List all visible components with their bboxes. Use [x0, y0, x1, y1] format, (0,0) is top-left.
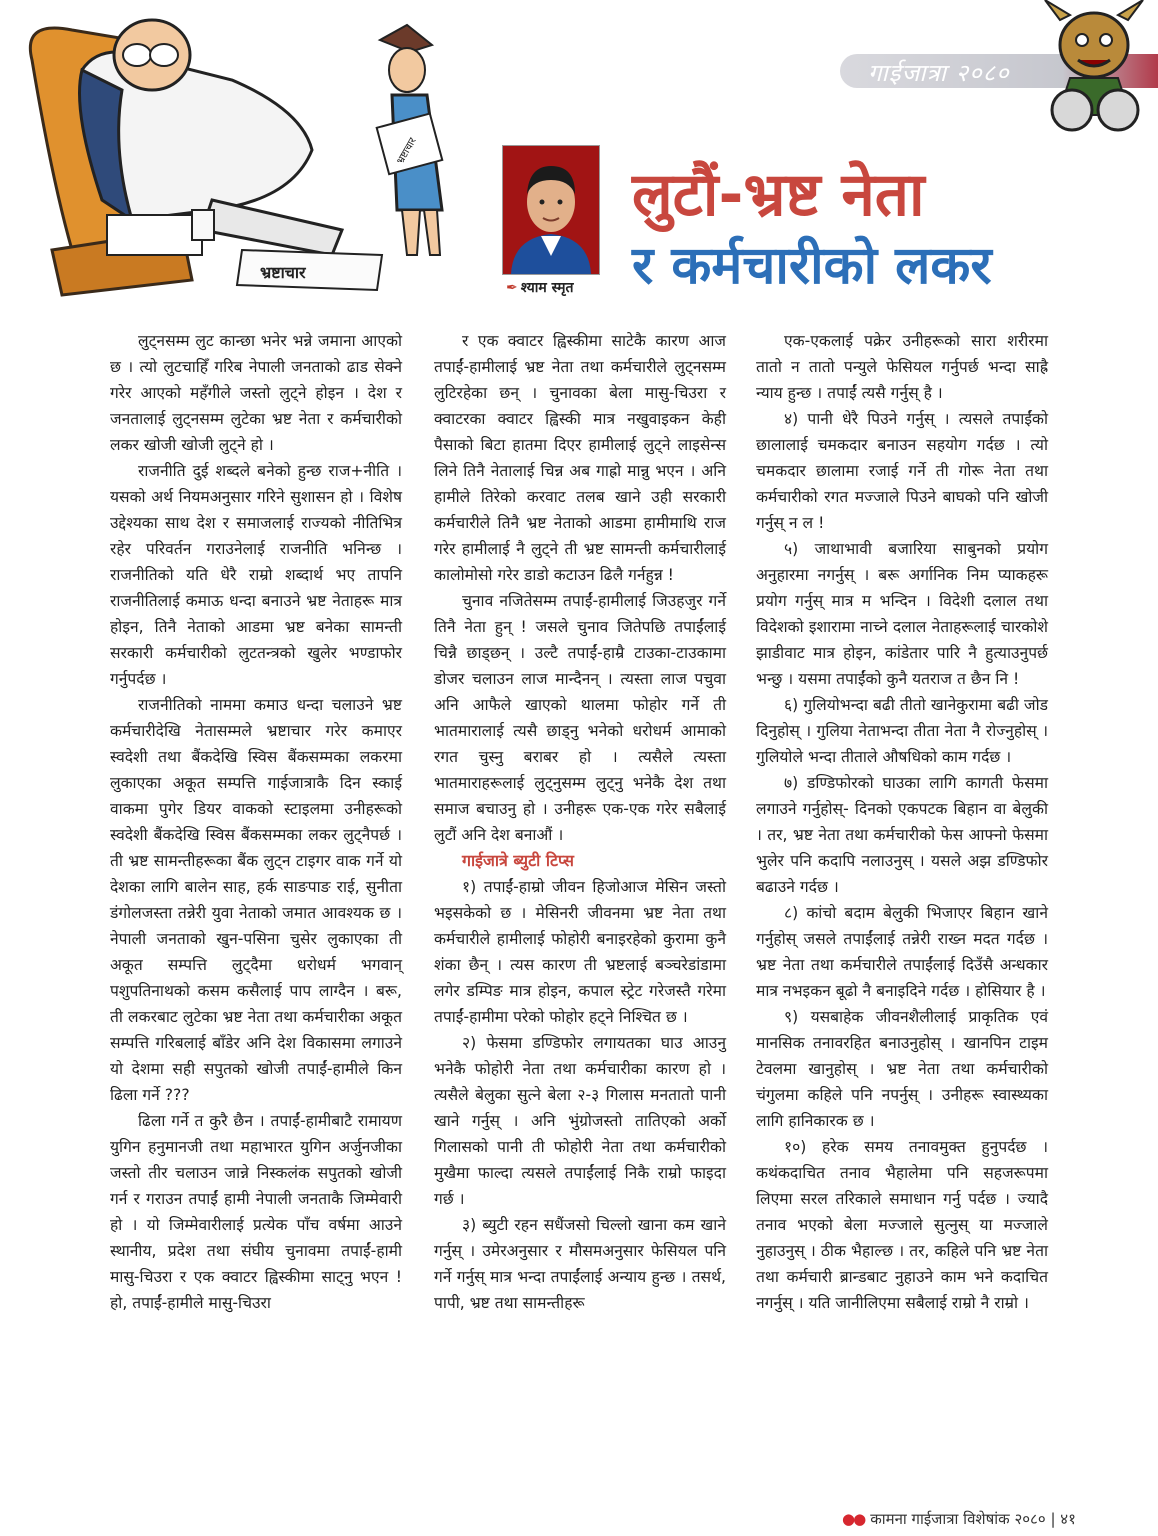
publication-name: कामना गाईजात्रा विशेषांक २०८० [870, 1510, 1046, 1528]
paragraph: एक-एकलाई पक्रेर उनीहरूको सारा शरीरमा तातो न तातो पन्युले फेसियल गर्नुपर्छ भन्दा साह्रै न्याय हुन्छ । तपाईं त्यसै गर्नुस् है । [756, 332, 1048, 402]
tip-item: १) तपाईं-हाम्रो जीवन हिजोआज मेसिन जस्तो भइसकेको छ । मेसिनरी जीवनमा भ्रष्ट नेता तथा कर्मचारीले हामीलाई फोहोरी बनाइरहेको कुरामा कुनै शंका छैन् । त्यस कारण ती भ्रष्टलाई बञ्चरेडांडामा लगेर डम्पिङ मात्र होइन, कपाल स्ट्रेट गरेजस्तै गरेमा तपाईं-हामीमा परेको फोहोर हट्ने निश्चित छ । [434, 878, 726, 1026]
paragraph: र एक क्वाटर ह्विस्कीमा साटेकै कारण आज तपाईं-हामीलाई भ्रष्ट नेता तथा कर्मचारीले लुट्नसम्म लुटिरहेका छन् । चुनावका बेला मासु-चिउरा र क्वाटरका क्वाटर ह्विस्की मात्र नखुवाइकन केही पैसाको बिटा हातमा दिएर हामीलाई लुट्ने लाइसेन्स लिने तिनै नेतालाई चिन्न अब गाह्रो मान्नु भएन । अनि हामीले तिरेको करवाट तलब खाने उही सरकारी कर्मचारीले तिनै भ्रष्ट नेताको आडमा हामीमाथि राज गरेर हामीलाई नै लुट्ने ती भ्रष्ट सामन्ती कर्मचारीलाई कालोमोसो गरेर डाडो कटाउन ढिलै गर्नहुन्न ! [434, 332, 726, 584]
tip-item: २) फेसमा डण्डिफोर लगायतका घाउ आउनु भनेकै फोहोरी नेता तथा कर्मचारीका कारण हो । त्यसैले बेलुका सुत्ने बेला २-३ गिलास मनतातो पानी खाने गर्नुस् । अनि भुंग्रोजस्तो तातिएको अर्को गिलासको पानी ती फोहोरी नेता तथा कर्मचारीको मुखैमा फाल्दा त्यसले तपाईंलाई निकै राम्रो फाइदा गर्छ । [434, 1034, 726, 1208]
author-portrait-image [503, 146, 599, 274]
author-byline [506, 278, 573, 297]
tip-item: ४) पानी धेरै पिउने गर्नुस् । त्यसले तपाईंको छालालाई चमकदार बनाउन सहयोग गर्दछ । त्यो चमकदार छालामा रजाई गर्ने ती गोरू नेता तथा कर्मचारीको रगत मज्जाले पिउने बाघको पनि खोजी गर्नुस् न ल ! [756, 410, 1048, 532]
tip-item: ९) यसबाहेक जीवनशैलीलाई प्राकृतिक एवं मानसिक तनावरहित बनाउनुहोस् । खानपिन टाइम टेवलमा खानुहोस् । भ्रष्ट नेता तथा कर्मचारीको चंगुलमा कहिले पनि नपर्नुस् । उनीहरू स्वास्थ्यका लागि हानिकारक छ । [756, 1008, 1048, 1130]
paragraph: चुनाव नजितेसम्म तपाईं-हामीलाई जिउहजुर गर्ने तिनै नेता हुन् ! जसले चुनाव जितेपछि तपाईंलाई चिन्नै छाड्छन् । उल्टै तपाईं-हाम्रै टाउका-टाउकामा डोजर चलाउन लाज मान्दैनन् । त्यस्ता लाज पचुवा अनि आफैले खाएको थालमा फोहोर गर्ने ती भातमारालाई त्यसै छाड्नु भनेको धरोधर्म आमाको रगत चुस्नु बराबर हो । त्यसैले त्यस्ता भातमाराहरूलाई लुट्नुसम्म लुट्नु भनेकै देश तथा समाज बचाउनु हो । उनीहरू एक-एक गरेर सबैलाई लुटौं अनि देश बनाऔं । [434, 592, 726, 844]
paragraph: राजनीति दुई शब्दले बनेको हुन्छ राज+नीति । यसको अर्थ नियमअनुसार गरिने सुशासन हो । विशेष उद्देश्यका साथ देश र समाजलाई राज्यको नीतिभित्र रहेर परिवर्तन गराउनेलाई राजनीति भनिन्छ । राजनीतिको यति धेरै राम्रो शब्दार्थ भए तापनि राजनीतिलाई कमाऊ धन्दा बनाउने भ्रष्ट नेताहरू मात्र होइन, तिनै नेताको आडमा भ्रष्ट बनेका सामन्ती सरकारी कर्मचारीको लुटतन्त्रको खुलेर भण्डाफोर गर्नुपर्दछ । [110, 462, 402, 688]
tip-item: ८) कांचो बदाम बेलुकी भिजाएर बिहान खाने गर्नुहोस् जसले तपाईंलाई तन्नेरी राख्न मदत गर्दछ । भ्रष्ट नेता तथा कर्मचारीले तपाईंलाई दिउँसै अन्धकार मात्र नभइकन बूढो नै बनाइदिने गर्दछ । होसियार है । [756, 904, 1048, 1000]
illustration-sign-text: भ्रष्टाचार [395, 136, 419, 167]
page-number: ४१ [1060, 1510, 1076, 1528]
footer-separator: | [1050, 1510, 1056, 1528]
author-name: श्याम स्मृत [520, 280, 574, 296]
tip-item: ५) जाथाभावी बजारिया साबुनको प्रयोग अनुहारमा नगर्नुस् । बरू अर्गानिक निम प्याकहरू प्रयोग गर्नुस् मात्र म भन्दिन । विदेशी दलाल तथा विदेशको इशारामा नाच्ने दलाल नेताहरूलाई चारकोशे झाडीवाट मात्र होइन, कांडेतार पारि नै हुत्याउनुपर्छ भन्छु । यसमा तपाईंको कुनै यतराज त छैन नि ! [756, 540, 1048, 688]
article-column-2 [434, 328, 726, 1316]
article-title-line2: र कर्मचारीको लकर [632, 236, 992, 296]
demon-mascot-illustration [1030, 0, 1158, 135]
beauty-tips-heading: गाईजात्रे ब्युटी टिप्स [462, 851, 574, 870]
tip-item: ६) गुलियोभन्दा बढी तीतो खानेकुरामा बढी जोड दिनुहोस् । गुलिया नेताभन्दा तीता नेता नै रोज्नुहोस् । गुलियोले भन्दा तीताले औषधिको काम गर्दछ । [756, 696, 1048, 766]
illustration-paper-text: भ्रष्टाचार [260, 263, 306, 282]
bullet-dots-icon: ●● [842, 1510, 865, 1528]
cartoon-illustration [12, 0, 482, 300]
pen-icon: ✒ [506, 280, 518, 296]
author-photo [502, 145, 600, 275]
article-column-1 [110, 328, 402, 1316]
series-label: गाईजात्रा २०८० [868, 59, 1010, 87]
tip-item: ३) ब्युटी रहन सधैंजसो चिल्लो खाना कम खाने गर्नुस् । उमेरअनुसार र मौसमअनुसार फेसियल पनि गर्ने गर्नुस् मात्र भन्दा तपाईंलाई अन्याय हुन्छ । तसर्थ, पापी, भ्रष्ट तथा सामन्तीहरू [434, 1216, 726, 1312]
tip-item: १०) हरेक समय तनावमुक्त हुनुपर्दछ । कथंकदाचित तनाव भैहालेमा पनि सहजरूपमा लिएमा सरल तरिकाले समाधान गर्नु पर्दछ । ज्यादै तनाव भएको बेला मज्जाले सुत्नुस् या मज्जाले नुहाउनुस् । ठीक भैहाल्छ । तर, कहिले पनि भ्रष्ट नेता तथा कर्मचारी ब्रान्डबाट नुहाउने काम भने कदाचित नगर्नुस् । यति जानीलिएमा सबैलाई राम्रो नै राम्रो । [756, 1138, 1048, 1312]
article-column-3 [756, 328, 1048, 1316]
paragraph: ढिला गर्ने त कुरै छैन । तपाईं-हामीबाटै रामायण युगिन हनुमानजी तथा महाभारत युगिन अर्जुनजीका जस्तो तीर चलाउन जान्ने निस्कलंक सपुतको खोजी गर्न र गराउन तपाईं हामी नेपाली जनताकै जिम्मेवारी हो । यो जिम्मेवारीलाई प्रत्येक पाँच वर्षमा आउने स्थानीय, प्रदेश तथा संघीय चुनावमा तपाईं-हामी मासु-चिउरा र एक क्वाटर ह्विस्कीमा साट्नु भएन ! हो, तपाईं-हामीले मासु-चिउरा [110, 1112, 402, 1312]
article-title-line1: लुटौं-भ्रष्ट नेता [632, 160, 925, 230]
paragraph: राजनीतिको नाममा कमाउ धन्दा चलाउने भ्रष्ट कर्मचारीदेखि नेतासम्मले भ्रष्टाचार गरेर कमाएर स्वदेशी तथा बैंकदेखि स्विस बैंकसम्मका लकरमा लुकाएका अकूत सम्पत्ति गाईजात्राकै दिन स्काई वाकमा पुगेर डियर वाकको स्टाइलमा उनीहरूको स्वदेशी बैंकदेखि स्विस बैंकसम्मका लकर लुट्नैपर्छ । ती भ्रष्ट सामन्तीहरूका बैंक लुट्न टाइगर वाक गर्ने यो देशका लागि बालेन साह, हर्क साङपाङ राई, सुनीता डंगोलजस्ता तन्नेरी युवा नेताको जमात आवश्यक छ । नेपाली जनताको खुन-पसिना चुसेर लुकाएका ती अकूत सम्पत्ति लुट्दैमा धरोधर्म भगवान् पशुपतिनाथको कसम कसैलाई पाप लाग्दैन । बरू, ती लकरबाट लुटेका भ्रष्ट नेता तथा कर्मचारीका अकूत सम्पत्ति गरिबलाई बाँडेर अनि देश विकासमा लगाउने यो देशमा सही सपुतको खोजी तपाईं-हामीले किन ढिला गर्ने ??? [110, 696, 402, 1104]
page-footer [842, 1509, 1076, 1529]
paragraph: लुट्नसम्म लुट कान्छा भनेर भन्ने जमाना आएको छ । त्यो लुटचाहिँ गरिब नेपाली जनताको ढाड सेक्ने गरेर आएको महँगीले जस्तो लुट्ने होइन । देश र जनतालाई लुट्नसम्म लुटेका भ्रष्ट नेता र कर्मचारीको लकर खोजी खोजी लुट्ने हो । [110, 332, 402, 454]
tip-item: ७) डण्डिफोरको घाउका लागि कागती फेसमा लगाउने गर्नुहोस्- दिनको एकपटक बिहान वा बेलुकी । तर, भ्रष्ट नेता तथा कर्मचारीको फेस आफ्नो फेसमा भुलेर पनि कदापि नलाउनुस् । यसले अझ डण्डिफोर बढाउने गर्दछ । [756, 774, 1048, 896]
